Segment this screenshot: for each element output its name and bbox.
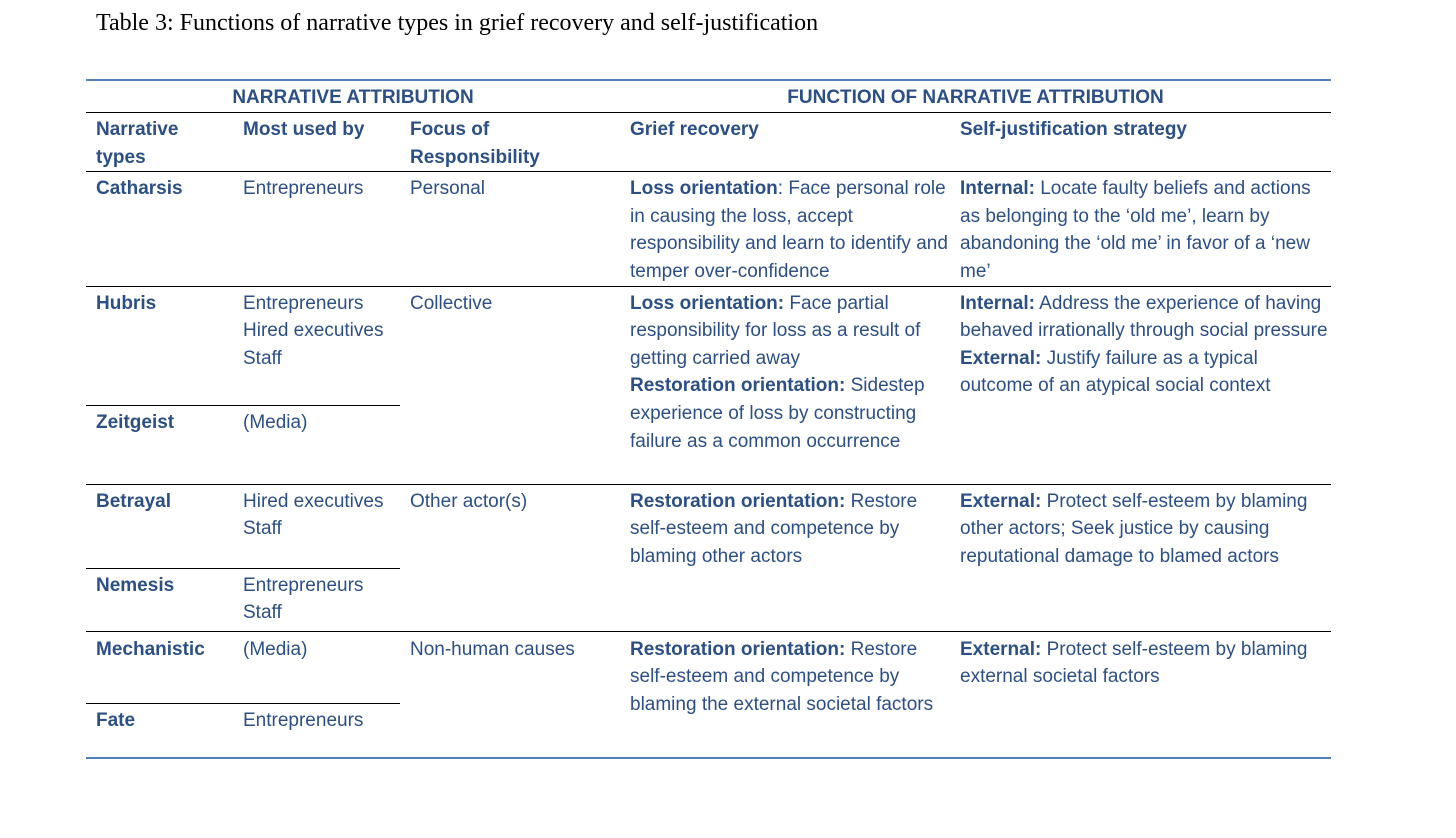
grief-text: Sidestep experience of loss by constructing failure as a common occurrence: [630, 375, 925, 452]
self-justification: [950, 286, 1331, 484]
used-by-item: Staff: [243, 347, 282, 369]
grief-recovery: [620, 286, 950, 484]
used-by-item: Entrepreneurs: [243, 574, 364, 596]
most-used-by: [233, 172, 400, 286]
used-by-item: Staff: [243, 602, 282, 624]
used-by-item: Entrepreneurs: [243, 178, 364, 200]
sj-label: External:: [960, 347, 1042, 369]
group-function-of-narrative-attribution: FUNCTION OF NARRATIVE ATTRIBUTION: [787, 87, 1164, 108]
narrative-type: Zeitgeist: [86, 405, 233, 484]
grief-label: Restoration orientation:: [630, 638, 846, 660]
sj-label: Internal:: [960, 178, 1035, 200]
grief-label: Restoration orientation:: [630, 375, 846, 397]
sj-text: Locate faulty beliefs and actions as belonging to the ‘old me’, learn by abandoning the ‘old me’ in favor of a ‘new me’: [960, 178, 1311, 282]
grief-label: Loss orientation:: [630, 292, 785, 314]
narrative-type: Hubris: [96, 292, 157, 314]
narrative-type: Catharsis: [96, 178, 183, 200]
self-justification: [950, 172, 1331, 286]
table-row-hubris: [86, 286, 1331, 405]
used-by-item: Hired executives: [243, 320, 384, 342]
used-by-item: Staff: [243, 518, 282, 540]
column-header-row: [86, 113, 1331, 172]
sj-text: Protect self-esteem by blaming other actors; Seek justice by causing reputational damage to blamed actors: [960, 490, 1308, 567]
narrative-type: Nemesis: [86, 568, 233, 631]
col-header-narrative-types: Narrative types: [96, 119, 179, 168]
most-used-by: [233, 484, 400, 568]
col-header-self-justification: Self-justification strategy: [960, 119, 1187, 140]
most-used-by: [233, 286, 400, 405]
used-by-item: Hired executives: [243, 490, 384, 512]
sj-label: External:: [960, 638, 1042, 660]
col-header-focus: Focus of Responsibility: [410, 119, 540, 168]
sj-label: External:: [960, 490, 1042, 512]
most-used-by: Entrepreneurs: [233, 703, 400, 758]
table-row-catharsis: [86, 172, 1331, 286]
grief-text: : Face personal role in causing the loss, accept responsibility and learn to identify and temper over-confidence: [630, 178, 948, 282]
sj-text: Address the experience of having behaved irrationally through social pressure: [960, 292, 1328, 342]
most-used-by: (Media): [233, 405, 400, 484]
grief-text: Face partial responsibility for loss as a result of getting carried away: [630, 292, 921, 369]
sj-label: Internal:: [960, 292, 1035, 314]
col-header-grief-recovery: Grief recovery: [630, 119, 759, 140]
self-justification: [950, 484, 1331, 631]
table-caption: Table 3: Functions of narrative types in grief recovery and self-justification: [96, 10, 819, 36]
grief-label: Restoration orientation:: [630, 490, 846, 512]
focus-of-responsibility: Non-human causes: [410, 638, 575, 660]
group-narrative-attribution: NARRATIVE ATTRIBUTION: [232, 87, 474, 108]
sj-text: Protect self-esteem by blaming external societal factors: [960, 638, 1308, 688]
grief-recovery: [620, 484, 950, 631]
grief-text: Restore self-esteem and competence by blaming the external societal factors: [630, 638, 934, 715]
group-header-row: [86, 80, 1331, 113]
narrative-type: Fate: [86, 703, 233, 758]
grief-label: Loss orientation: [630, 178, 778, 200]
grief-recovery: [620, 172, 950, 286]
sj-text: Justify failure as a typical outcome of an atypical social context: [960, 347, 1271, 397]
focus-of-responsibility: Other actor(s): [410, 490, 528, 512]
focus-of-responsibility: Personal: [410, 178, 485, 200]
table-row-betrayal: [86, 484, 1331, 568]
grief-text: Restore self-esteem and competence by blaming other actors: [630, 490, 918, 567]
most-used-by: [233, 568, 400, 631]
used-by-item: Entrepreneurs: [243, 292, 364, 314]
narrative-type: Mechanistic: [96, 638, 205, 660]
grief-recovery: [620, 631, 950, 758]
most-used-by: (Media): [243, 638, 308, 660]
narrative-type: Betrayal: [96, 490, 171, 512]
narrative-functions-table: [86, 79, 1331, 759]
self-justification: [950, 631, 1331, 758]
table-row-mechanistic: [86, 631, 1331, 703]
focus-of-responsibility: Collective: [410, 292, 493, 314]
col-header-most-used-by: Most used by: [243, 119, 365, 140]
